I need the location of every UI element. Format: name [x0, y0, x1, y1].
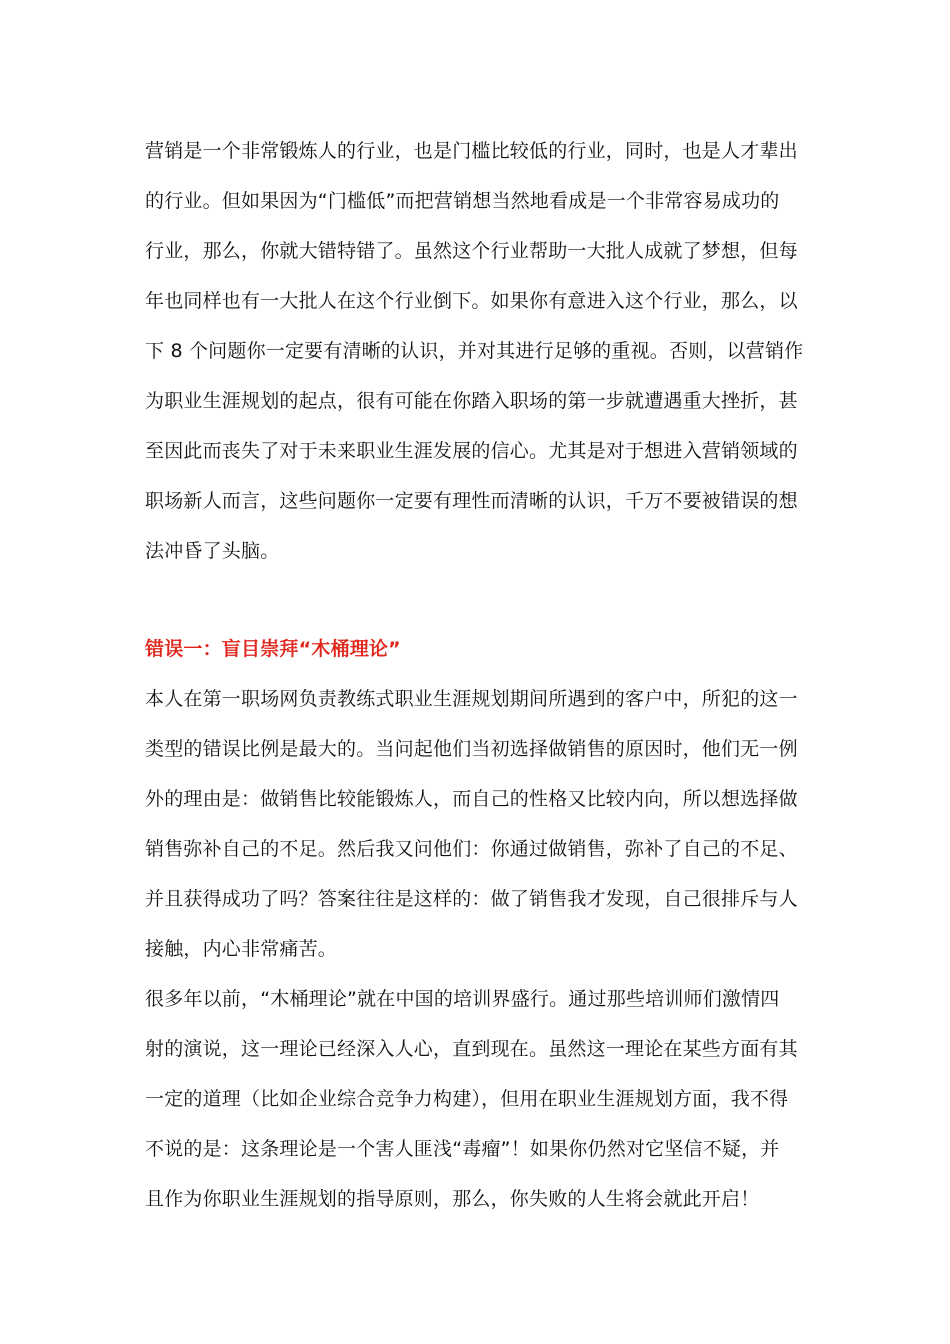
paragraph-line: 不说的是：这条理论是一个害人匪浅“毒瘤”！如果你仍然对它坚信不疑，并 — [145, 1138, 780, 1160]
section-heading: 错误一：盲目崇拜“木桶理论” — [145, 638, 401, 660]
paragraph-line: 类型的错误比例是最大的。当问起他们当初选择做销售的原因时，他们无一例 — [145, 738, 798, 760]
intro-line: 为职业生涯规划的起点，很有可能在你踏入职场的第一步就遭遇重大挫折，甚 — [145, 390, 798, 412]
intro-line: 职场新人而言，这些问题你一定要有理性而清晰的认识，千万不要被错误的想 — [145, 490, 798, 512]
paragraph-line: 本人在第一职场网负责教练式职业生涯规划期间所遇到的客户中，所犯的这一 — [145, 688, 798, 710]
intro-line: 至因此而丧失了对于未来职业生涯发展的信心。尤其是对于想进入营销领域的 — [145, 440, 798, 462]
intro-line: 年也同样也有一大批人在这个行业倒下。如果你有意进入这个行业，那么，以 — [145, 290, 798, 312]
paragraph-line: 且作为你职业生涯规划的指导原则，那么，你失败的人生将会就此开启！ — [145, 1188, 760, 1210]
intro-line: 下 8 个问题你一定要有清晰的认识，并对其进行足够的重视。否则，以营销作 — [145, 340, 804, 362]
paragraph-line: 外的理由是：做销售比较能锻炼人，而自己的性格又比较内向，所以想选择做 — [145, 788, 798, 810]
intro-line: 法冲昏了头脑。 — [145, 540, 280, 562]
paragraph-line: 接触，内心非常痛苦。 — [145, 938, 338, 960]
paragraph-line: 销售弥补自己的不足。然后我又问他们：你通过做销售，弥补了自己的不足、 — [145, 838, 798, 860]
intro-line: 营销是一个非常锻炼人的行业，也是门槛比较低的行业，同时，也是人才辈出 — [145, 140, 798, 162]
paragraph-line: 一定的道理（比如企业综合竞争力构建），但用在职业生涯规划方面，我不得 — [145, 1088, 789, 1110]
paragraph-line: 射的演说，这一理论已经深入人心，直到现在。虽然这一理论在某些方面有其 — [145, 1038, 798, 1060]
intro-line: 行业，那么，你就大错特错了。虽然这个行业帮助一大批人成就了梦想，但每 — [145, 240, 798, 262]
paragraph-line: 并且获得成功了吗？答案往往是这样的：做了销售我才发现，自己很排斥与人 — [145, 888, 798, 910]
paragraph-line: 很多年以前，“木桶理论”就在中国的培训界盛行。通过那些培训师们激情四 — [145, 988, 780, 1010]
intro-line: 的行业。但如果因为“门槛低”而把营销想当然地看成是一个非常容易成功的 — [145, 190, 780, 212]
